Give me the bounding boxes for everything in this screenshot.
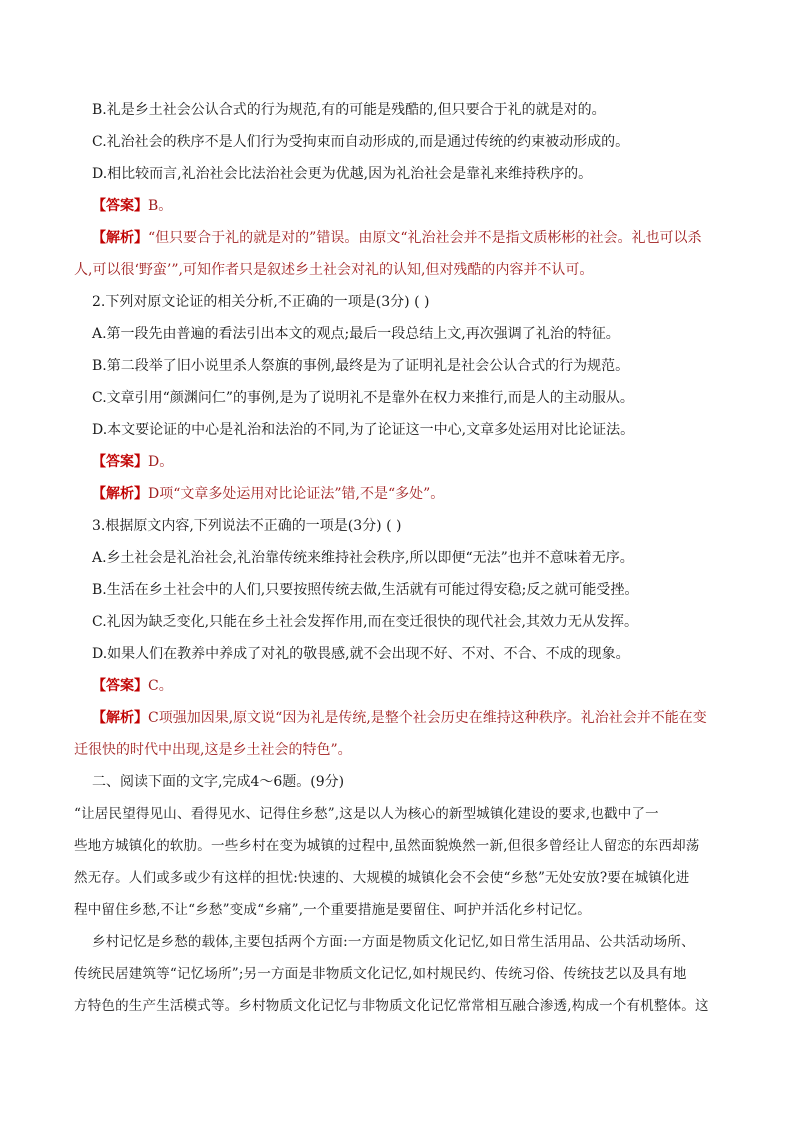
q2-option-d: D.本文要论证的中心是礼治和法治的不同,为了论证这一中心,文章多处运用对比论证法。	[92, 422, 635, 438]
q3-stem: 3.根据原文内容,下列说法不正确的一项是(3分) ( )	[92, 518, 402, 534]
answer-value: C。	[148, 678, 173, 694]
q1-analysis-line-2: 人,可以很‘野蛮’”,可知作者只是叙述乡土社会对礼的认知,但对残酷的内容并不认可。	[74, 262, 594, 278]
passage-p2-line-3: 方特色的生产生活模式等。乡村物质文化记忆与非物质文化记忆常常相互融合渗透,构成一个有机整体。这	[74, 998, 709, 1014]
q2-option-b: B.第二段举了旧小说里杀人祭旗的事例,最终是为了证明礼是社会公认合式的行为规范。	[92, 358, 630, 374]
q3-answer	[74, 676, 720, 696]
q2-analysis-line-1	[74, 484, 720, 504]
q3-analysis-line-1	[74, 708, 720, 728]
q2-option-a: A.第一段先由普遍的看法引出本文的观点;最后一段总结上文,再次强调了礼治的特征。	[92, 326, 620, 342]
q2-answer	[74, 452, 720, 472]
q3-option-b: B.生活在乡土社会中的人们,只要按照传统去做,生活就有可能过得安稳;反之就可能受挫。	[92, 582, 639, 598]
answer-tag: 【答案】	[92, 454, 148, 470]
q3-option-a: A.乡土社会是礼治社会,礼治靠传统来维持社会秩序,所以即便“无法”也并不意味着无序。	[92, 550, 634, 566]
q3-option-c: C.礼因为缺乏变化,只能在乡土社会发挥作用,而在变迁很快的现代社会,其效力无从发挥。	[92, 614, 639, 630]
answer-tag: 【答案】	[92, 198, 148, 214]
passage-p1-line-2: 些地方城镇化的软肋。一些乡村在变为城镇的过程中,虽然面貌焕然一新,但很多曾经让人留恋的东西却荡	[74, 838, 700, 854]
passage-p2-line-2: 传统民居建筑等“记忆场所”;另一方面是非物质文化记忆,如村规民约、传统习俗、传统技艺以及具有地	[74, 966, 687, 982]
analysis-tag: 【解析】	[92, 710, 148, 726]
section-2-heading: 二、阅读下面的文字,完成4～6题。(9分)	[92, 774, 345, 790]
q1-analysis-line-1	[74, 228, 720, 248]
q3-analysis-line-2: 迁很快的时代中出现,这是乡土社会的特色”。	[74, 742, 352, 758]
analysis-tag: 【解析】	[92, 486, 148, 502]
passage-p1-line-1: “让居民望得见山、看得见水、记得住乡愁”,这是以人为核心的新型城镇化建设的要求,也戳中了一	[74, 806, 659, 822]
analysis-text: “但只要合于礼的就是对的”错误。由原文“礼治社会并不是指文质彬彬的社会。礼也可以杀	[148, 230, 702, 246]
passage-p1-line-4: 程中留住乡愁,不让“乡愁”变成“乡痛”,一个重要措施是要留住、呵护并活化乡村记忆。	[74, 902, 591, 918]
q2-option-c: C.文章引用“颜渊问仁”的事例,是为了说明礼不是靠外在权力来推行,而是人的主动服从。	[92, 390, 634, 406]
passage-p1-line-3: 然无存。人们或多或少有这样的担忧:快速的、大规模的城镇化会不会使“乡愁”无处安放?要在城镇化进	[74, 870, 690, 886]
option-d-line: D.相比较而言,礼治社会比法治社会更为优越,因为礼治社会是靠礼来维持秩序的。	[92, 166, 593, 182]
q3-option-d: D.如果人们在教养中养成了对礼的敬畏感,就不会出现不好、不对、不合、不成的现象。	[92, 646, 630, 662]
q2-stem: 2.下列对原文论证的相关分析,不正确的一项是(3分) ( )	[92, 294, 430, 310]
answer-value: D。	[148, 454, 174, 470]
answer-tag: 【答案】	[92, 678, 148, 694]
analysis-tag: 【解析】	[92, 230, 148, 246]
q1-answer	[74, 196, 720, 216]
option-c-line: C.礼治社会的秩序不是人们行为受拘束而自动形成的,而是通过传统的约束被动形成的。	[92, 134, 630, 150]
analysis-text: D项“文章多处运用对比论证法”错,不是“多处”。	[148, 486, 445, 502]
answer-value: B。	[148, 198, 173, 214]
option-b-line: B.礼是乡土社会公认合式的行为规范,有的可能是残酷的,但只要合于礼的就是对的。	[92, 102, 606, 118]
analysis-text: C项强加因果,原文说“因为礼是传统,是整个社会历史在维持这种秩序。礼治社会并不能在变	[148, 710, 707, 726]
passage-p2-line-1: 乡村记忆是乡愁的载体,主要包括两个方面:一方面是物质文化记忆,如日常生活用品、公共活动场所、	[92, 934, 695, 950]
